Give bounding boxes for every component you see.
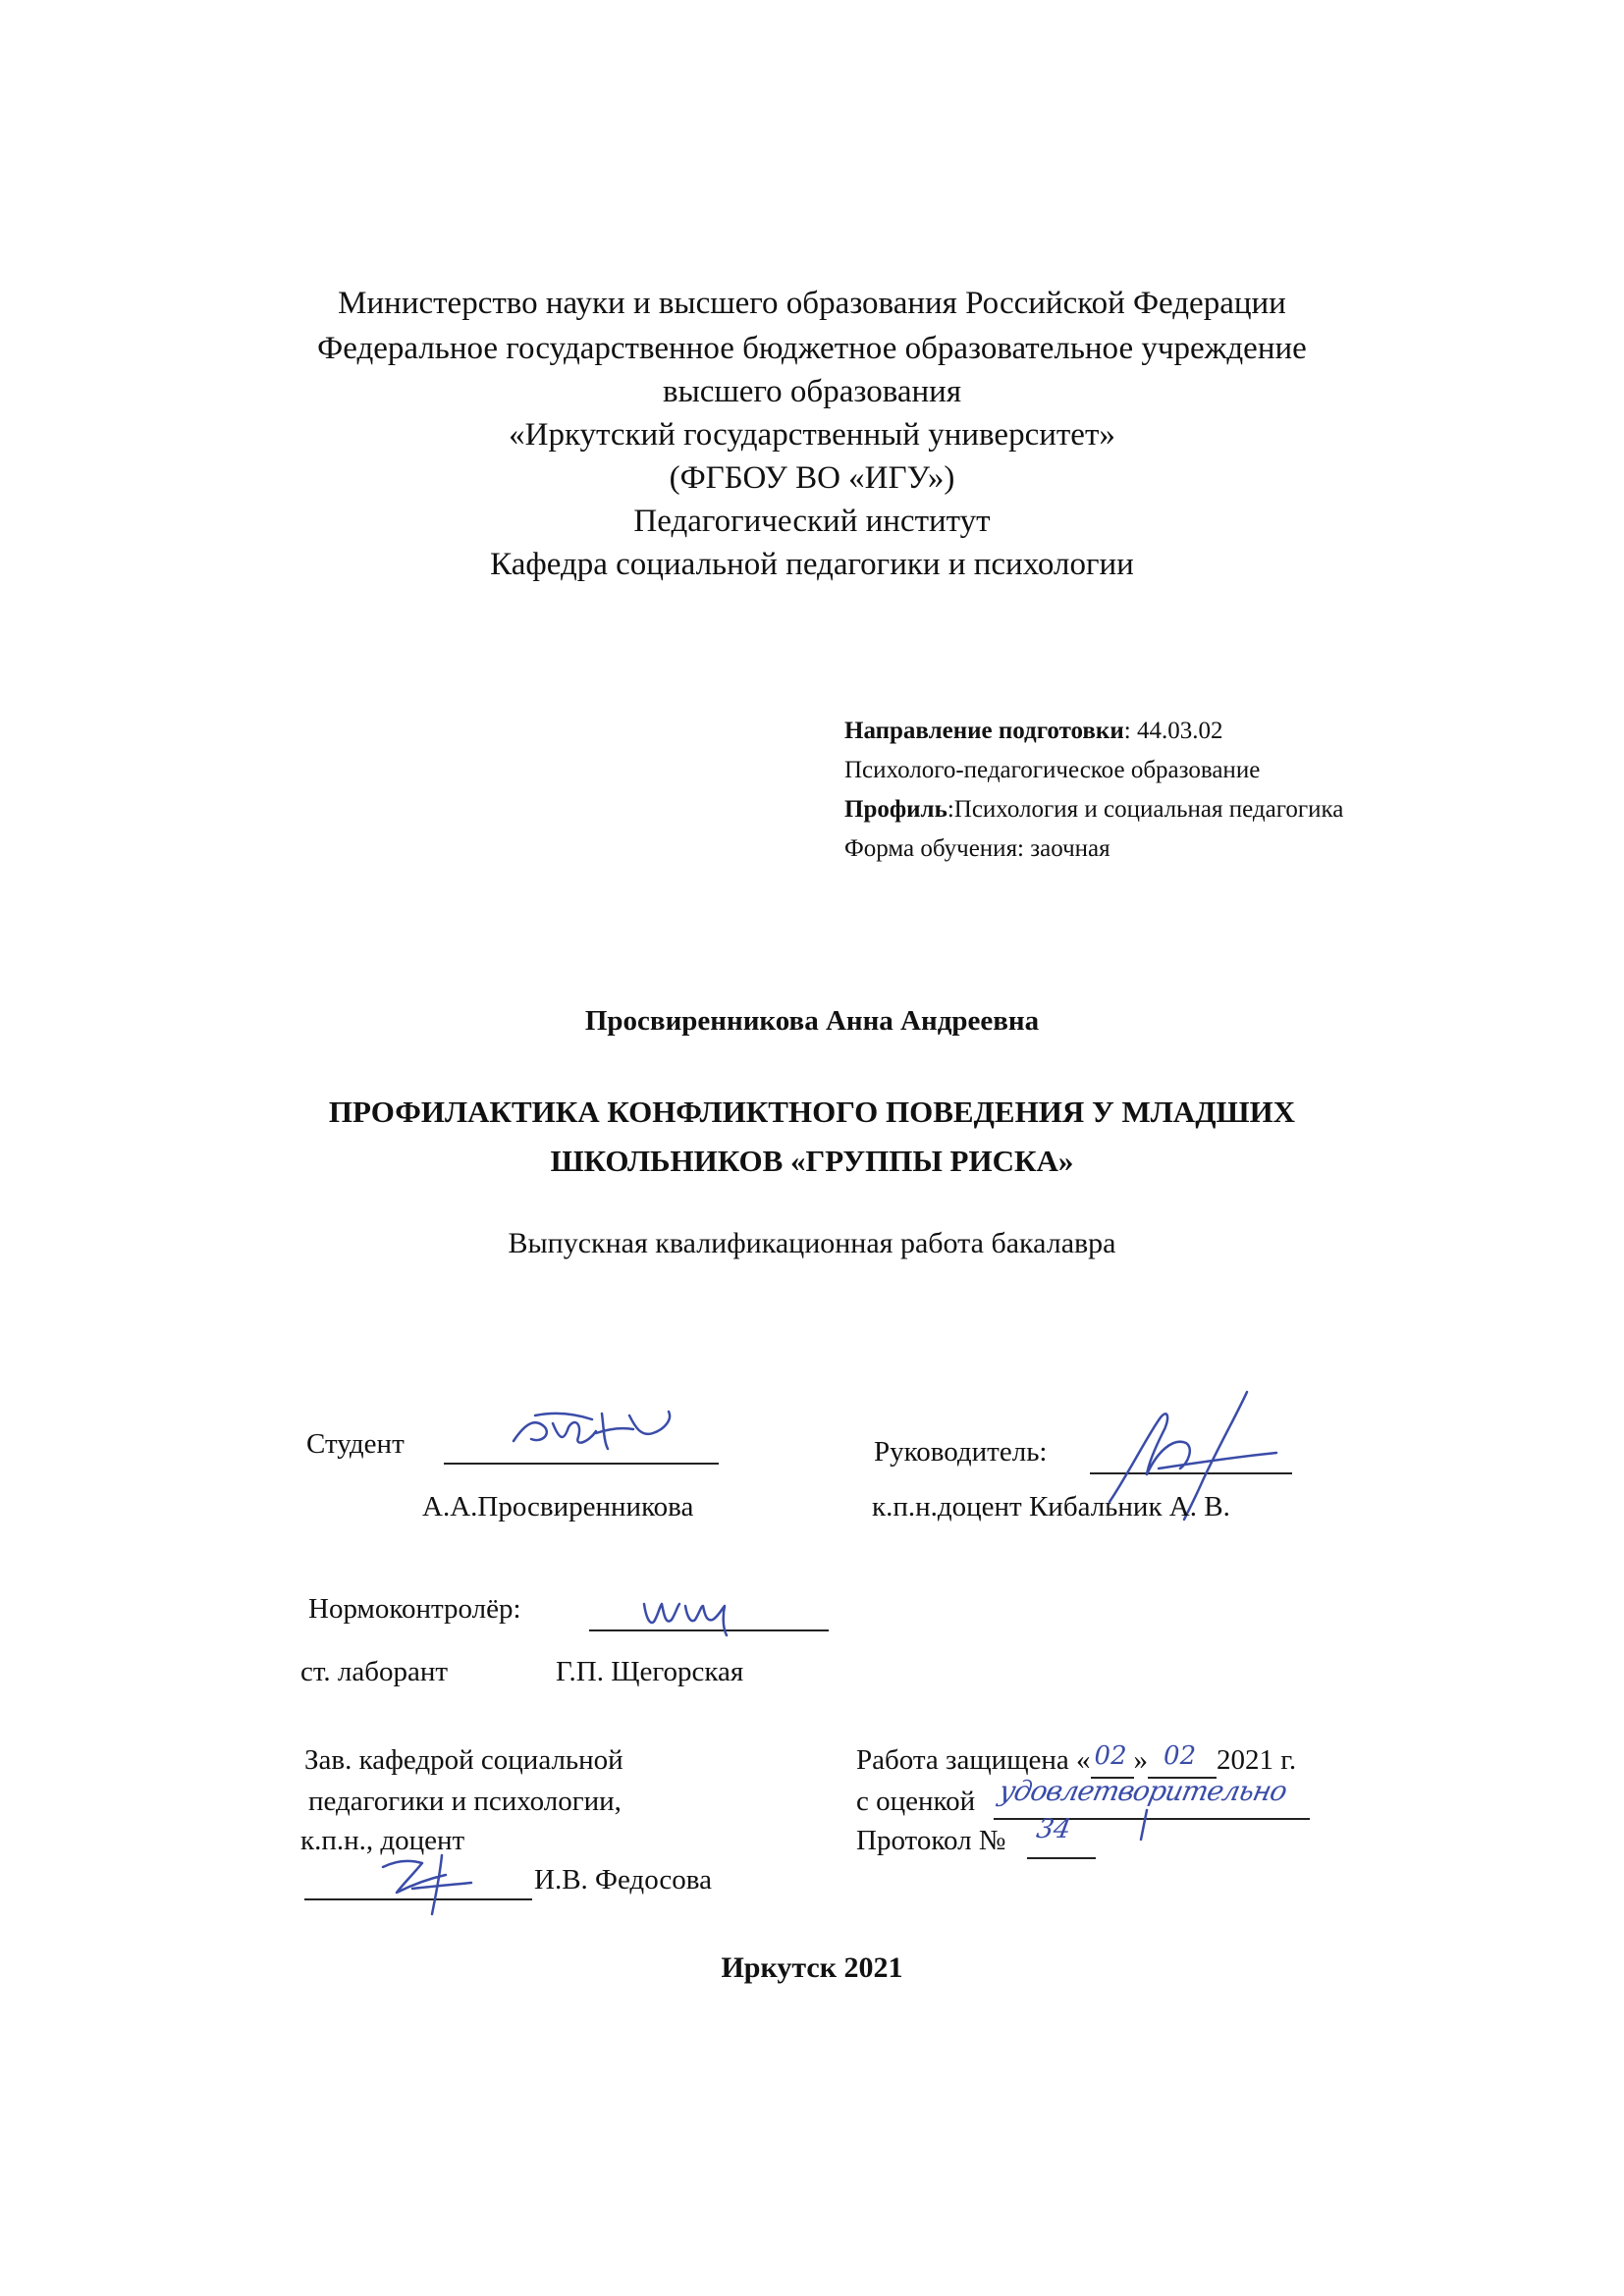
thesis-title-line2: ШКОЛЬНИКОВ «ГРУППЫ РИСКА» bbox=[550, 1144, 1074, 1178]
supervisor-label: Руководитель: bbox=[874, 1436, 1048, 1468]
normcontrol-name: Г.П. Щегорская bbox=[556, 1656, 744, 1687]
institution-type-line: Федеральное государственное бюджетное образовательное учреждение bbox=[317, 331, 1307, 366]
city-year: Иркутск 2021 bbox=[721, 1951, 903, 1984]
normcontrol-role: ст. лаборант bbox=[300, 1656, 449, 1687]
profile-value: :Психология и социальная педагогика bbox=[947, 796, 1344, 823]
direction-name: Психолого-педагогическое образование bbox=[844, 757, 1261, 783]
defense-day: 02 bbox=[1094, 1741, 1127, 1771]
defense-protocol-line bbox=[1027, 1857, 1096, 1859]
author-name: Просвиренникова Анна Андреевна bbox=[584, 1005, 1040, 1037]
student-label: Студент bbox=[306, 1428, 405, 1460]
normcontrol-signature-icon bbox=[638, 1592, 746, 1639]
head-name: И.В. Федосова bbox=[534, 1864, 712, 1896]
head-title-line1: Зав. кафедрой социальной bbox=[304, 1744, 623, 1776]
head-title-line3: к.п.н., доцент bbox=[300, 1825, 465, 1856]
student-name: А.А.Просвиренникова bbox=[422, 1491, 694, 1522]
head-signature-icon bbox=[373, 1845, 491, 1922]
defense-protocol-label: Протокол № bbox=[856, 1825, 1006, 1856]
student-signature-line bbox=[444, 1463, 719, 1465]
education-level-line: высшего образования bbox=[663, 374, 961, 409]
department-line: Кафедра социальной педагогики и психологии bbox=[490, 547, 1134, 582]
defense-month-field bbox=[1148, 1743, 1217, 1779]
defense-grade-value: удовлетворительно bbox=[996, 1775, 1290, 1807]
profile-line bbox=[844, 795, 1343, 825]
thesis-type: Выпускная квалификационная работа бакалавра bbox=[508, 1227, 1116, 1259]
institute-line: Педагогический институт bbox=[633, 504, 991, 539]
defense-protected-mid: » bbox=[1133, 1744, 1149, 1776]
defense-month: 02 bbox=[1164, 1741, 1197, 1771]
grade-stroke-icon bbox=[1129, 1806, 1159, 1845]
defense-protocol-value: 34 bbox=[1034, 1814, 1074, 1844]
ministry-line: Министерство науки и высшего образования Российской Федерации bbox=[338, 286, 1286, 321]
defense-grade-label: с оценкой bbox=[856, 1786, 976, 1817]
direction-label: Направление подготовки bbox=[844, 718, 1124, 744]
university-abbr-line: (ФГБОУ ВО «ИГУ») bbox=[669, 460, 955, 496]
profile-label: Профиль bbox=[844, 796, 947, 823]
direction-value: : 44.03.02 bbox=[1123, 718, 1223, 744]
normcontrol-label: Нормоконтролёр: bbox=[308, 1593, 521, 1625]
student-signature-icon bbox=[506, 1394, 682, 1463]
defense-day-field bbox=[1091, 1743, 1134, 1779]
thesis-title-line1: ПРОФИЛАКТИКА КОНФЛИКТНОГО ПОВЕДЕНИЯ У МЛАДШИХ bbox=[328, 1095, 1296, 1129]
supervisor-name: к.п.н.доцент Кибальник А. В. bbox=[872, 1491, 1230, 1522]
direction-line bbox=[844, 717, 1222, 746]
defense-protected-line bbox=[856, 1743, 1296, 1779]
head-title-line2: педагогики и психологии, bbox=[308, 1786, 622, 1817]
study-form: Форма обучения: заочная bbox=[844, 835, 1110, 862]
defense-protected-prefix: Работа защищена « bbox=[856, 1744, 1091, 1776]
university-name-line: «Иркутский государственный университет» bbox=[509, 417, 1115, 453]
defense-year: 2021 г. bbox=[1217, 1744, 1297, 1776]
